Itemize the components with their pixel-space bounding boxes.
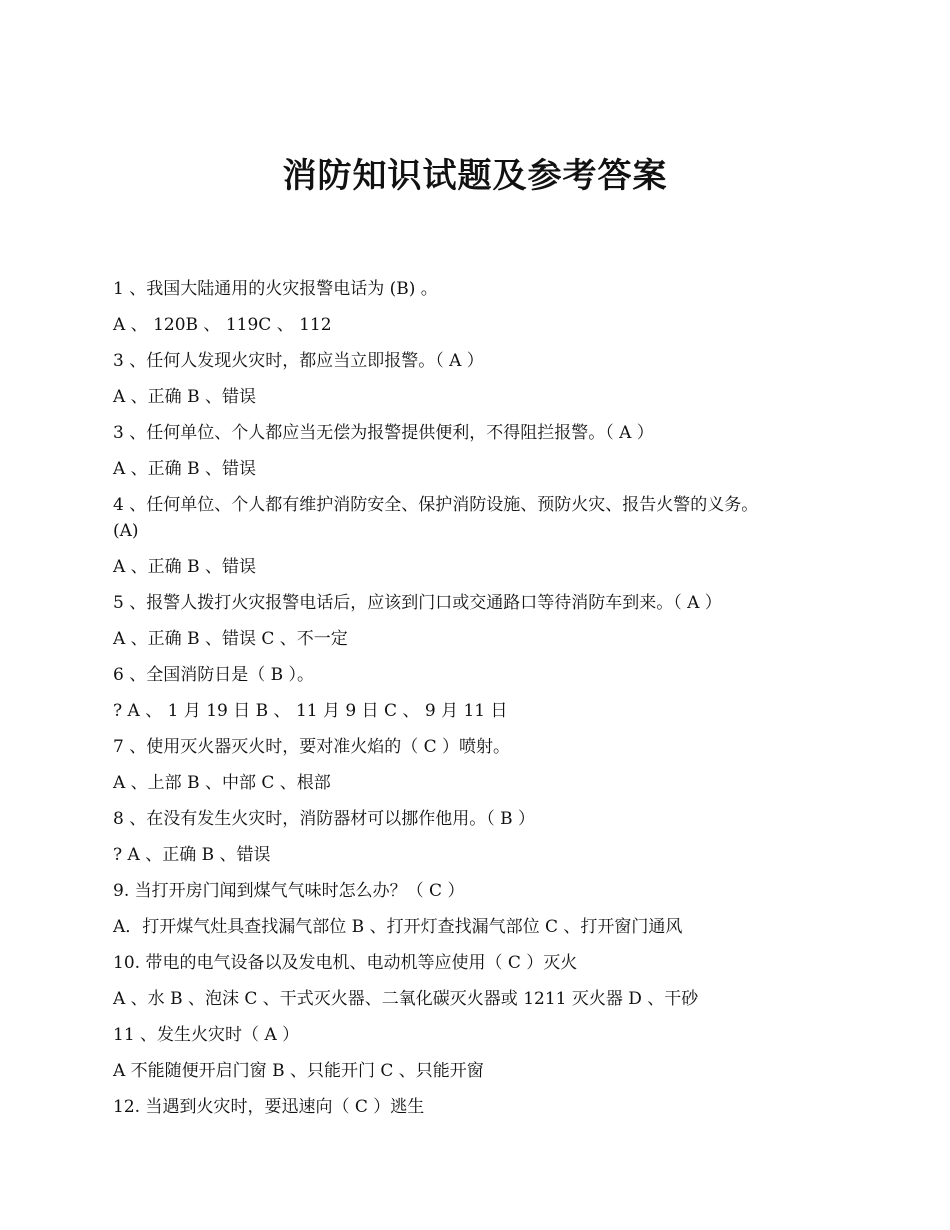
answer-options-line: A 、 120B 、 119C 、 112: [113, 315, 332, 335]
question-line: 4 、任何单位、个人都有维护消防安全、保护消防设施、预防火灾、报告火警的义务。 (A): [113, 495, 759, 541]
answer-options-line: A 、正确 B 、错误: [113, 459, 256, 479]
question-line: 3 、任何单位、个人都应当无偿为报警提供便利，不得阻拦报警。（ A ）: [113, 423, 654, 443]
answer-options-line: A 、上部 B 、中部 C 、根部: [113, 773, 331, 793]
question-line: 3 、任何人发现火灾时，都应当立即报警。（ A ）: [113, 351, 484, 371]
answer-options-line: A 、正确 B 、错误: [113, 387, 256, 407]
answer-options-line: ? A 、 1 月 19 日 B 、 11 月 9 日 C 、 9 月 11 日: [113, 701, 508, 721]
question-line: 7 、使用灭火器灭火时，要对准火焰的（ C ）喷射。: [113, 737, 511, 757]
answer-options-line: A．打开煤气灶具查找漏气部位 B 、打开灯查找漏气部位 C 、打开窗门通风: [113, 917, 683, 937]
answer-options-line: A 、正确 B 、错误 C 、不一定: [113, 629, 348, 649]
question-line: 1 、我国大陆通用的火灾报警电话为 (B) 。: [113, 279, 438, 299]
question-line: 5 、报警人拨打火灾报警电话后，应该到门口或交通路口等待消防车到来。（ A ）: [113, 593, 722, 613]
question-line: 6 、全国消防日是（ B ）。: [113, 665, 315, 685]
answer-options-line: A 、正确 B 、错误: [113, 557, 256, 577]
answer-options-line: ? A 、正确 B 、错误: [113, 845, 271, 865]
question-line: 10. 带电的电气设备以及发电机、电动机等应使用（ C ）灭火: [113, 953, 578, 973]
question-line: 9. 当打开房门闻到煤气气味时怎么办？（ C ）: [113, 881, 465, 901]
question-line: 12. 当遇到火灾时，要迅速向（ C ）逃生: [113, 1097, 425, 1117]
document-title: 消防知识试题及参考答案: [282, 156, 668, 196]
question-line: 11 、发生火灾时（ A ）: [113, 1025, 300, 1045]
answer-options-line: A 、水 B 、泡沫 C 、干式灭火器、二氧化碳灭火器或 1211 灭火器 D 、干砂: [113, 989, 699, 1009]
question-list: [113, 276, 833, 1130]
question-line: 8 、在没有发生火灾时，消防器材可以挪作他用。（ B ）: [113, 809, 536, 829]
answer-options-line: A 不能随便开启门窗 B 、只能开门 C 、只能开窗: [113, 1061, 484, 1081]
